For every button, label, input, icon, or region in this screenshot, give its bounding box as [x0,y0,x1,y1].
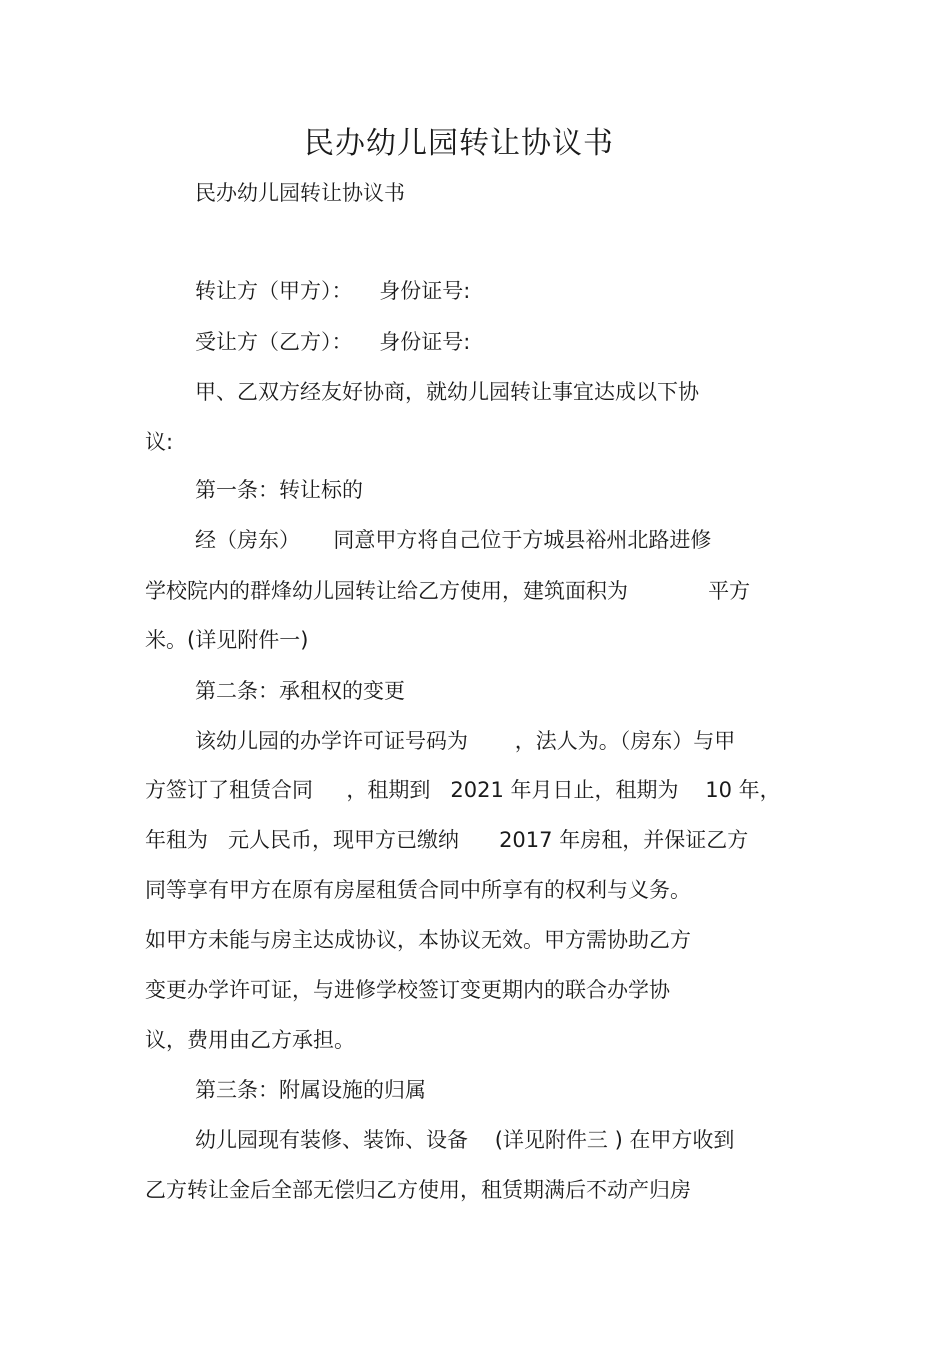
text-line: 乙方转让金后全部无偿归乙方使用，租赁期满后不动产归房 [145,1178,691,1202]
text-line: 米。(详见附件一) [145,628,309,652]
text-line: 甲、乙双方经友好协商，就幼儿园转让事宜达成以下协 [195,380,699,404]
text-line: 议，费用由乙方承担。 [145,1028,355,1052]
article-heading: 第二条：承租权的变更 [195,679,405,703]
text-line: 年租为 元人民币，现甲方已缴纳 2017 年房租，并保证乙方 [145,828,749,852]
text-line: 如甲方未能与房主达成协议，本协议无效。甲方需协助乙方 [145,928,691,952]
text-line: 议: [145,430,174,454]
text-line: 经（房东） 同意甲方将自己位于方城县裕州北路进修 [195,528,712,552]
text-line: 该幼儿园的办学许可证号码为 ，法人为。（房东）与甲 [195,729,736,753]
text-line: 受让方（乙方）： 身份证号: [195,330,471,354]
document-title: 民办幼儿园转让协议书 [304,126,614,161]
text-line: 方签订了租赁合同 ，租期到 2021 年月日止，租期为 10 年， [145,778,781,802]
article-heading: 第三条：附属设施的归属 [195,1078,426,1102]
text-line: 变更办学许可证，与进修学校签订变更期内的联合办学协 [145,978,670,1002]
text-line: 学校院内的群烽幼儿园转让给乙方使用，建筑面积为 平方 [145,579,751,603]
text-line: 幼儿园现有装修、装饰、设备 (详见附件三 ) 在甲方收到 [195,1128,735,1152]
text-line: 同等享有甲方在原有房屋租赁合同中所享有的权利与义务。 [145,878,691,902]
subtitle-line: 民办幼儿园转让协议书 [195,181,405,205]
text-line: 转让方（甲方）： 身份证号: [195,279,471,303]
article-heading: 第一条：转让标的 [195,478,363,502]
